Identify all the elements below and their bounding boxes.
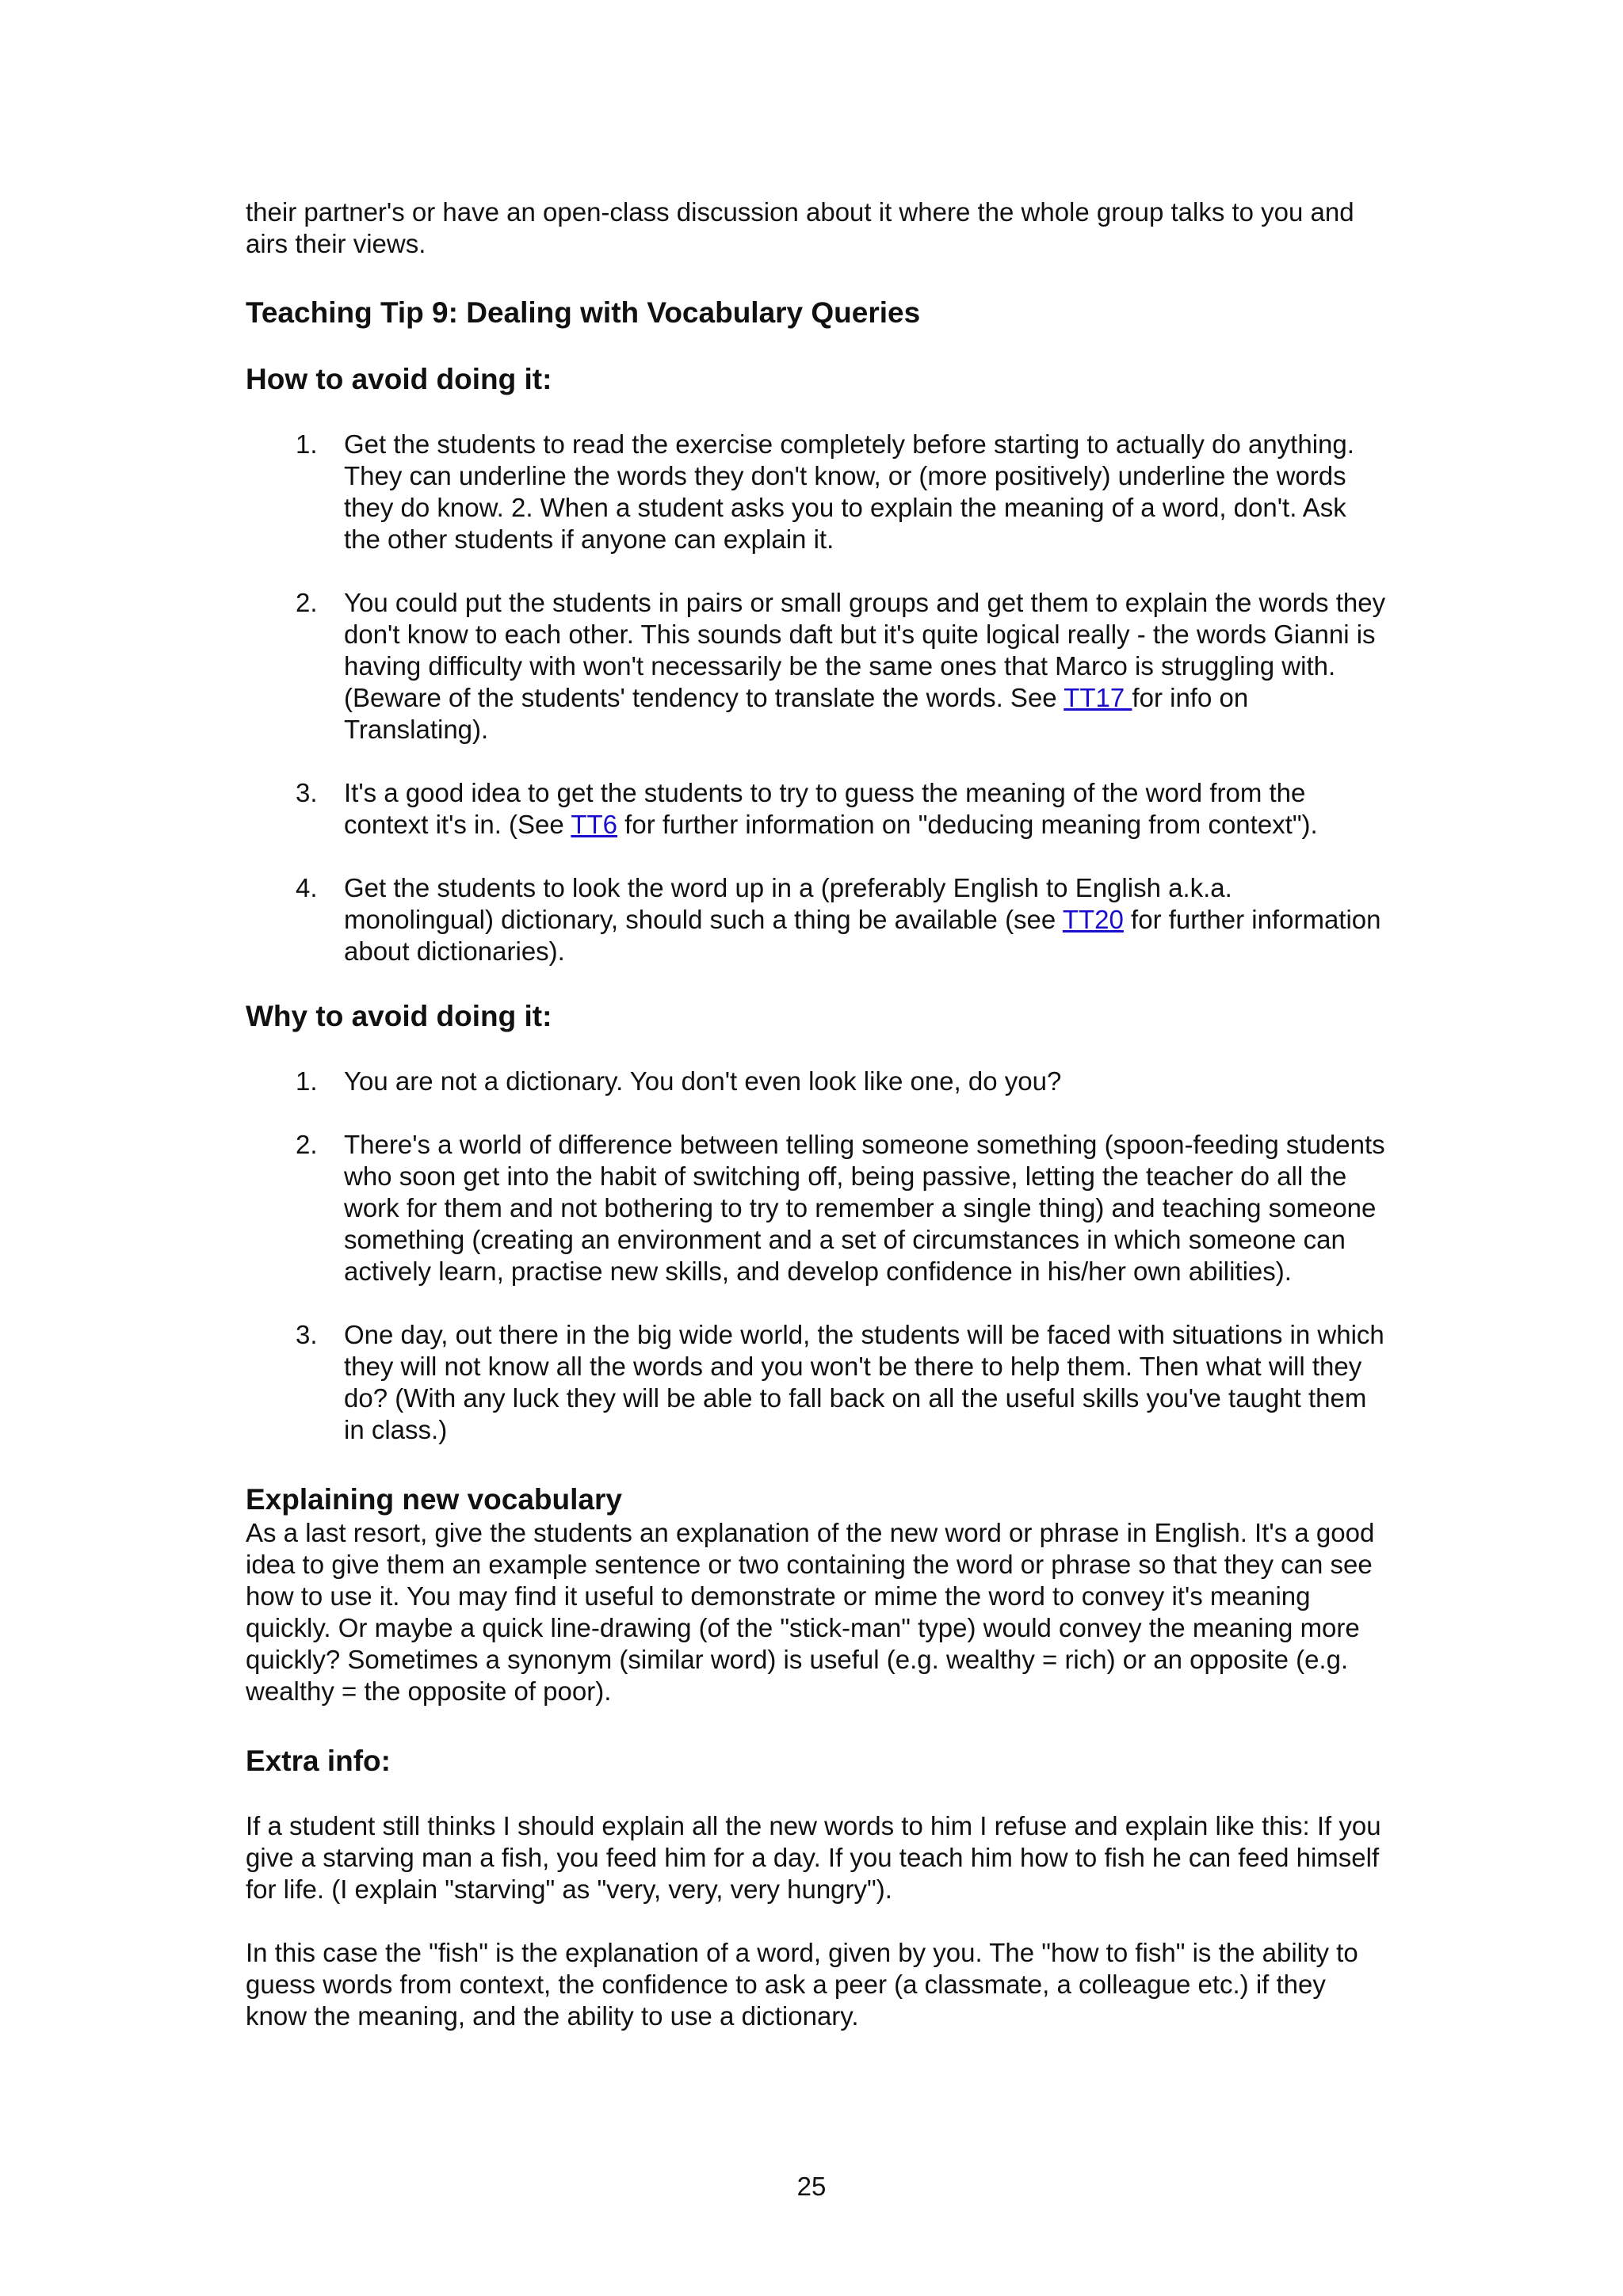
list-item: [246, 777, 1387, 841]
extra-info-paragraph: If a student still thinks I should explain all the new words to him I refuse and explain like this: If you give a starving man a fish, you feed him for a day. If you teach him how to fish he can feed himself for life. (I explain "starving" as "very, very, very hungry").: [246, 1811, 1381, 1904]
list-item-number: 3.: [296, 778, 318, 807]
tt17-link[interactable]: TT17: [1064, 683, 1132, 712]
list-item-text: One day, out there in the big wide world, the students will be faced with situations in which they will not know all the words and you won't be there to help them. Then what will they do? (With any luck they will be able to fall back on all the useful skills you've taught them in class.): [344, 1320, 1384, 1444]
explaining-vocabulary-heading: Explaining new vocabulary: [246, 1483, 622, 1516]
list-item-number: 1.: [296, 429, 318, 459]
why-to-avoid-list: [246, 1066, 1387, 1446]
list-item-text: There's a world of difference between telling someone something (spoon-feeding students who soon get into the habit of switching off, being passive, letting the teacher do all the work for them and not bothering to try to remember a single thing) and teaching someone something (creating an environment and a set of circumstances in which someone can actively learn, practise new skills, and develop confidence in his/her own abilities).: [344, 1130, 1385, 1286]
list-item: [246, 429, 1387, 555]
extra-info-heading: Extra info:: [246, 1745, 391, 1777]
list-item-number: 2.: [296, 1130, 318, 1159]
extra-info-paragraph: In this case the "fish" is the explanation of a word, given by you. The "how to fish" is the ability to guess words from context, the confidence to ask a peer (a classmate, a colleague etc.) if they know the meaning, and the ability to use a dictionary.: [246, 1938, 1358, 2031]
list-item-number: 1.: [296, 1066, 318, 1096]
list-item-text: Get the students to read the exercise completely before starting to actually do anything. They can underline the words they don't know, or (more positively) underline the words they do know. 2. When a student asks you to explain the meaning of a word, don't. Ask the other students if anyone can explain it.: [344, 429, 1354, 554]
list-item-number: 3.: [296, 1320, 318, 1349]
page-number: 25: [796, 2172, 827, 2201]
list-item-text: You are not a dictionary. You don't even look like one, do you?: [344, 1066, 1062, 1096]
document-body: [246, 196, 1387, 2032]
list-item: [246, 1319, 1387, 1446]
list-item-text: Get the students to look the word up in a (preferably English to English a.k.a. monolingual) dictionary, should such a thing be available (see: [344, 873, 1232, 934]
list-item: [246, 872, 1387, 967]
how-to-avoid-list: [246, 429, 1387, 967]
list-item-text-after: for info on Translating).: [344, 683, 1249, 744]
why-to-avoid-heading: Why to avoid doing it:: [246, 1000, 552, 1032]
tt20-link[interactable]: TT20: [1062, 905, 1124, 934]
list-item-text-after: for further information about dictionaries).: [344, 905, 1381, 966]
list-item-text: You could put the students in pairs or small groups and get them to explain the words they don't know to each other. This sounds daft but it's quite logical really - the words Gianni is having difficulty with won't necessarily be the same ones that Marco is struggling with. (Beware of the students' tendency to translate the words. See: [344, 588, 1386, 712]
list-item-number: 4.: [296, 873, 318, 902]
list-item: [246, 1066, 1387, 1097]
list-item-text: It's a good idea to get the students to try to guess the meaning of the word from the context it's in. (See: [344, 778, 1306, 839]
explaining-vocabulary-text: As a last resort, give the students an explanation of the new word or phrase in English. It's a good idea to give them an example sentence or two containing the word or phrase so that they can see how to use it. You may find it useful to demonstrate or mime the word to convey it's meaning quickly. Or maybe a quick line-drawing (of the "stick-man" type) would convey the meaning more quickly? Sometimes a synonym (similar word) is useful (e.g. wealthy = rich) or an opposite (e.g. wealthy = the opposite of poor).: [246, 1518, 1375, 1706]
tt6-link[interactable]: TT6: [571, 810, 618, 839]
list-item: [246, 1129, 1387, 1287]
list-item-text-after: for further information on "deducing meaning from context").: [617, 810, 1318, 839]
list-item-number: 2.: [296, 588, 318, 617]
intro-continuation-text: their partner's or have an open-class discussion about it where the whole group talks to you and airs their views.: [246, 197, 1354, 258]
how-to-avoid-heading: How to avoid doing it:: [246, 363, 552, 395]
teaching-tip-title: Teaching Tip 9: Dealing with Vocabulary Queries: [246, 296, 921, 329]
list-item: [246, 587, 1387, 746]
